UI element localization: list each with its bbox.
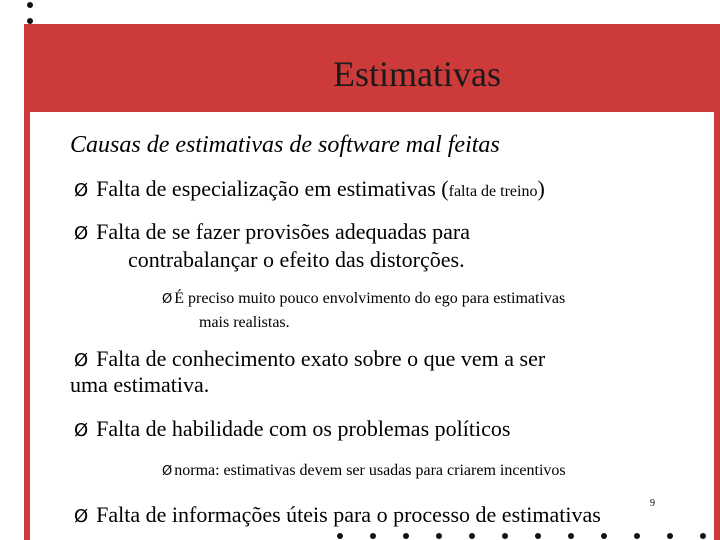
dot (535, 533, 541, 539)
dot (337, 533, 343, 539)
bullet-specialization (74, 176, 545, 205)
page-number: 9 (650, 498, 655, 509)
sub-bullet-ego (162, 289, 565, 310)
dot (469, 533, 475, 539)
bullet-information (74, 502, 601, 530)
arrow-bullet-icon: Ø (74, 223, 89, 244)
dot (667, 533, 673, 539)
bullet-provisions-line2: contrabalançar o efeito das distorções. (128, 247, 465, 272)
dot (568, 533, 574, 539)
bullet-provisions (74, 219, 470, 247)
dot (700, 533, 706, 539)
dot (634, 533, 640, 539)
bullet-political (74, 416, 510, 444)
bullet-text: Falta de especialização em estimativas ( (96, 176, 449, 201)
sub-bullet-norma (162, 461, 566, 482)
dot (502, 533, 508, 539)
dot (601, 533, 607, 539)
sub-bullet-ego-line2: mais realistas. (199, 314, 290, 331)
bullet-text: Falta de se fazer provisões adequadas para (96, 219, 470, 244)
right-accent-bar (714, 112, 720, 540)
left-accent-bar (24, 112, 30, 540)
dot (403, 533, 409, 539)
sub-bullet-text: É preciso muito pouco envolvimento do ego para estimativas (174, 290, 566, 307)
bullet-text: Falta de informações úteis para o processo de estimativas (96, 502, 601, 527)
arrow-bullet-icon: Ø (74, 180, 89, 201)
bullet-knowledge (74, 346, 545, 374)
arrow-bullet-icon: Ø (74, 420, 89, 441)
arrow-bullet-icon: Ø (162, 464, 173, 479)
slide-title: Estimativas (333, 54, 501, 94)
bullet-small-text: falta de treino (448, 183, 538, 200)
bullet-text: Falta de conhecimento exato sobre o que vem a ser (96, 346, 546, 371)
arrow-bullet-icon: Ø (74, 350, 89, 371)
bullet-text-end: ) (537, 176, 545, 201)
dot (27, 2, 33, 8)
sub-bullet-text: norma: estimativas devem ser usadas para criarem incentivos (174, 462, 566, 479)
dot (370, 533, 376, 539)
arrow-bullet-icon: Ø (74, 506, 89, 527)
bullet-knowledge-line2: uma estimativa. (70, 372, 210, 397)
bullet-text: Falta de habilidade com os problemas políticos (96, 416, 511, 441)
arrow-bullet-icon: Ø (162, 292, 173, 307)
dot (436, 533, 442, 539)
slide-heading: Causas de estimativas de software mal feitas (70, 132, 500, 158)
